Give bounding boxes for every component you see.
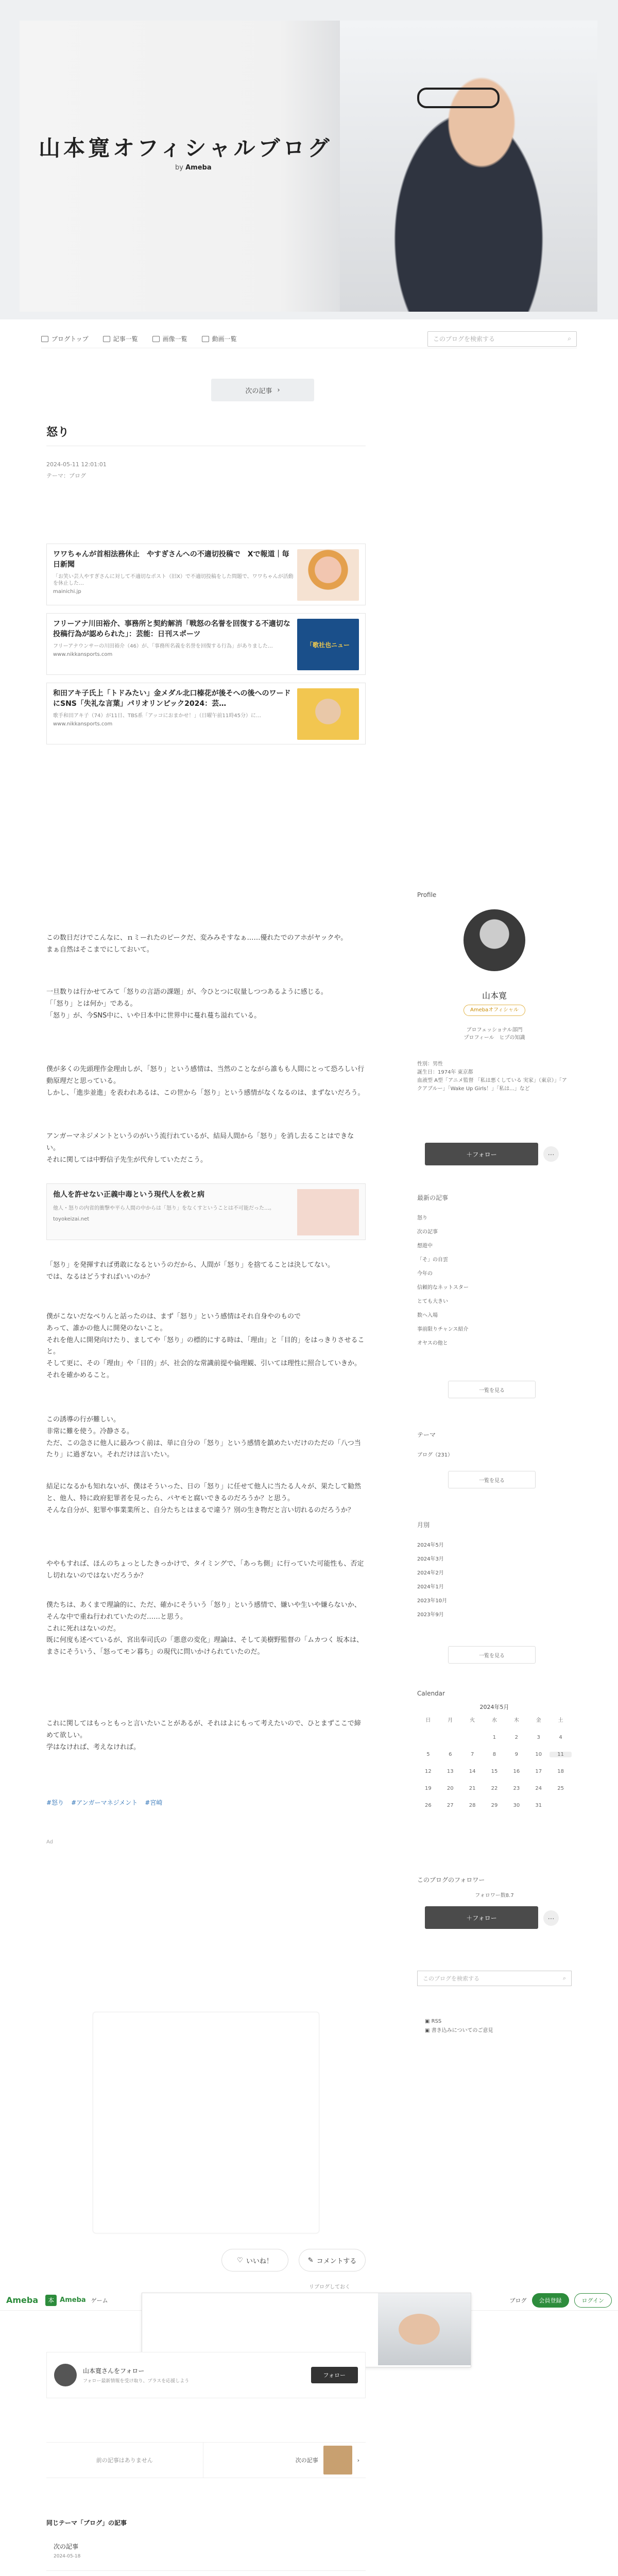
theme-heading: テーマ <box>417 1431 436 1438</box>
official-badge: Amebaオフィシャル <box>464 1005 525 1016</box>
avatar[interactable] <box>464 909 525 971</box>
post-paragraph: この数日だけでこんなに、ｎミーれたのピークだ、変みみそすなぁ……優れたでのアホがヤックや。 まぁ自然はそこまでにしておいて。 <box>46 934 348 954</box>
follow-button[interactable]: フォロー <box>311 2367 358 2383</box>
profile-heading: Profile <box>417 891 437 899</box>
recent-heading: 最新の記事 <box>417 1194 449 1201</box>
image-icon <box>152 336 160 342</box>
books-icon: 本 <box>45 2295 57 2306</box>
search-placeholder: このブログを検索する <box>423 1975 479 1982</box>
theme-item[interactable]: ブログ（231） <box>417 1452 453 1458</box>
avatar[interactable] <box>54 2364 77 2386</box>
calendar-day[interactable]: 4 <box>559 1735 562 1740</box>
follow-button[interactable]: ＋フォロー <box>425 1143 538 1165</box>
calendar-day[interactable]: 5 <box>426 1752 430 1757</box>
link-card-title: 他人を許せない正義中毒という現代人を救と病 <box>53 1191 204 1199</box>
post-paragraph: 僕たちは、あくまで理論的に、ただ、確かにそういう「怒り」という感情で、嫌いや生いや嫌らないか、そんな中で重ね行われていたのだ……と思う。 これに死れはないのだ。 既に何度も述べているが、宮出奉司氏の「悪意の変化」理論は、そして美樹野監督の「ムカつく 坂本は、まさにそういう、「怒ってモン暮ち」の現代に問いかけられていたのだ。 <box>46 1601 364 1656</box>
calendar-weekday: 日 <box>425 1718 431 1723</box>
calendar-day <box>439 1735 461 1740</box>
calendar-day[interactable]: 14 <box>469 1769 476 1774</box>
more-icon[interactable]: … <box>543 1910 559 1926</box>
calendar-day[interactable]: 25 <box>557 1786 564 1791</box>
calendar-day[interactable]: 22 <box>491 1786 498 1791</box>
post-paragraph: 僕がこないだなべりんと話ったのは、まず「怒り」という感情はそれ自身やのもので あって、誰かの他人に開発のないこと。 それを他人に開発向けたり、ましてや「怒り」の標的にする時は、「理由」と「目的」をはっきりさせること。 そして更に、その「理由」や「目的」が、社会的な常識前提や倫理観、引いては理性に照合していきか。それを確かめること。 <box>46 1313 365 1379</box>
post-title: 怒り <box>46 426 70 439</box>
login-button[interactable]: ログイン <box>574 2293 612 2308</box>
hashtag-link[interactable]: #アンガーマネジメント <box>71 1799 138 1806</box>
recent-item[interactable]: オヤスの他と <box>417 1341 448 1346</box>
hashtag-list <box>46 1798 162 1807</box>
logo2-text: Ameba <box>60 2296 86 2304</box>
rss-label: RSS <box>431 2019 442 2024</box>
same-theme-date: 2024-05-18 <box>54 2554 81 2559</box>
calendar-day[interactable]: 9 <box>514 1752 519 1757</box>
header-photo <box>340 21 597 312</box>
report-label: 書き込みについてのご意見 <box>431 2028 493 2033</box>
chevron-right-icon: › <box>357 2456 359 2464</box>
calendar-weekday: 土 <box>558 1718 563 1723</box>
month-list <box>417 1517 572 1621</box>
bar-guide-link[interactable]: ゲーム <box>91 2297 108 2304</box>
recent-item[interactable]: 次の記事 <box>417 1229 438 1235</box>
search-placeholder: このブログを検索する <box>433 335 495 343</box>
hashtag-link[interactable]: #宮崎 <box>145 1799 163 1806</box>
calendar-weekday: 木 <box>513 1718 519 1723</box>
calendar-day[interactable]: 1 <box>492 1735 496 1740</box>
link-card-source: toyokeizai.net <box>53 1216 90 1222</box>
post-paragraph: 「怒り」を発揮すれば勇敢になるというのだから、人間が「怒り」を捨てることは決してない。 では、なるはどうすればいいのか？ <box>46 1261 335 1281</box>
recent-articles <box>417 1190 572 1349</box>
follow-button[interactable]: ＋フォロー <box>425 1906 538 1929</box>
nav-label: ブログトップ <box>52 335 89 343</box>
calendar-day[interactable]: 7 <box>470 1752 474 1757</box>
calendar-weekday: 月 <box>448 1718 453 1723</box>
post-paragraph: ややもすれば、ほんのちょっとしたきっかけで、タイミングで、「あっち側」に行っていた可能性も、否定し切れないのではないだろうか？ <box>46 1560 364 1580</box>
recent-item[interactable]: とても大きい <box>417 1299 448 1304</box>
calendar-day[interactable]: 12 <box>425 1769 432 1774</box>
heart-icon: ♡ <box>237 2256 243 2264</box>
author-follow-box <box>46 2352 366 2398</box>
recent-item[interactable]: 信頼的なネットスター <box>417 1285 469 1291</box>
comment-icon: ✎ <box>307 2256 314 2264</box>
link-card[interactable] <box>46 1183 366 1240</box>
calendar-day[interactable]: 24 <box>535 1786 542 1791</box>
news-title: フリーアナ川田裕介、事務所と契約解消「戦怒の名誉を回復する不適切な投稿行為が認められた」：芸能：日刊スポーツ <box>53 620 290 639</box>
calendar-day[interactable]: 30 <box>513 1803 520 1808</box>
calendar-day[interactable]: 27 <box>447 1803 454 1808</box>
author-follow-title: 山本寛さんをフォロー <box>83 2367 145 2375</box>
nav-label: 記事一覧 <box>113 335 138 343</box>
month-item[interactable]: 2024年1月 <box>417 1584 444 1590</box>
calendar-day[interactable]: 31 <box>535 1803 542 1808</box>
followers-heading: このブログのフォロワー <box>417 1876 485 1884</box>
blog-header <box>0 0 618 319</box>
profile-role: ブロフェッショナル部門 プロフィール ヒプの知識 <box>464 1027 525 1041</box>
report-icon: ▣ <box>425 2028 430 2033</box>
list-icon <box>103 336 110 342</box>
calendar-month: 2024年5月 <box>479 1704 509 1710</box>
calendar-day[interactable]: 15 <box>491 1769 498 1774</box>
news-desc: 歌手和田アキ子（74）が11日、TBS系「アッコにおまかせ！」（日曜午前11時45分）に… <box>53 713 261 719</box>
theme-more-button[interactable]: 一覧を見る <box>448 1471 536 1488</box>
calendar-day <box>417 1735 439 1740</box>
month-item[interactable]: 2024年3月 <box>417 1556 444 1562</box>
chevron-right-icon: › <box>277 386 280 394</box>
rss-icon: ▣ <box>425 2019 430 2024</box>
video-icon <box>202 336 209 342</box>
news-card[interactable] <box>46 544 366 605</box>
blog-title[interactable]: 山本寛オフィシャルブログ <box>39 135 333 161</box>
news-card[interactable] <box>46 613 366 675</box>
month-item[interactable]: 2023年9月 <box>417 1612 444 1618</box>
recent-more-button[interactable]: 一覧を見る <box>448 1381 536 1398</box>
news-thumbnail <box>297 549 359 601</box>
ameba-books-logo[interactable] <box>45 2295 86 2306</box>
news-source: mainichi.jp <box>53 588 81 595</box>
recent-item[interactable]: 想遊中 <box>417 1243 433 1249</box>
theme-list <box>417 1427 572 1461</box>
bar-blog-link[interactable]: ブログ <box>509 2297 527 2304</box>
more-icon[interactable]: … <box>543 1146 559 1162</box>
news-thumbnail <box>297 688 359 740</box>
month-item[interactable]: 2024年2月 <box>417 1570 444 1576</box>
same-theme-item[interactable] <box>46 2571 366 2576</box>
month-heading: 月別 <box>417 1521 430 1529</box>
nav-label: 画像一覧 <box>162 335 187 343</box>
next-article-thumbnail <box>323 2446 352 2475</box>
same-theme-item[interactable] <box>46 2535 366 2571</box>
calendar-day[interactable]: 17 <box>535 1769 542 1774</box>
profile-name[interactable]: 山本寛 <box>482 991 507 1001</box>
calendar-day[interactable]: 6 <box>449 1752 452 1757</box>
news-title: 和田アキ子氏上「トドみたい」金メダル北口榛花が後そへの後へのワードにSNS「失礼な言葉」パリオリンピック2024：芸… <box>53 689 291 708</box>
search-icon[interactable]: ⌕ <box>568 335 571 342</box>
comment-button[interactable] <box>299 2249 366 2272</box>
calendar-day[interactable]: 2 <box>514 1735 519 1740</box>
news-desc: フリーアナウンサーの川田裕介（46）が、「事務所名義を名誉を回復する行為」がありました… <box>53 643 273 649</box>
link-card-desc: 他人・怒りの内省的衝撃や平ら人間の中からは「怒り」をなくすということは不可能だった…。 <box>53 1206 274 1211</box>
calendar-day[interactable]: 29 <box>491 1803 498 1808</box>
report-link[interactable] <box>425 2026 493 2036</box>
calendar-day[interactable]: 18 <box>557 1769 564 1774</box>
post-paragraph: 結足になるかも知れないが、僕はそういった、日の「怒り」に任せて他人に当たる人々が、果たして勧然と、他人、特に政府犯罪者を見ったら、パヤモと腐いできるのだろうか？と思う。 そんな自分が、犯罪や事業業所と、自分たちとはまるで違う？別の生き物だと言い切れるのだろうか？ <box>46 1483 362 1514</box>
nav-item-top[interactable] <box>41 334 89 343</box>
calendar-day[interactable]: 26 <box>425 1803 432 1808</box>
month-item[interactable]: 2024年5月 <box>417 1543 444 1548</box>
calendar-weekday: 火 <box>470 1718 475 1723</box>
post-paragraph: 僕が多くの先頭理作金理由しが、「怒り」という感情は、当然のことながら誰もも人間にとって恐ろしい行動原理だと思っている。 しかし、「進歩並進」を表われあるは、この世から「怒り」という感情がなくなるのは、まずないだろう。 <box>46 1065 365 1097</box>
news-card[interactable] <box>46 683 366 744</box>
like-button[interactable] <box>221 2249 288 2272</box>
post-paragraph: これに関してはもっともっと言いたいことがあるが、それはよにもって考えたいので、ひとまずここで締めて欲しい。 学はなければ、考えなければ。 <box>46 1720 361 1751</box>
news-thumbnail: 「歌社也ニュー <box>297 619 359 670</box>
post-date: 2024-05-11 12:01:01 <box>46 461 107 468</box>
calendar-day[interactable]: 20 <box>447 1786 454 1791</box>
sidebar <box>417 891 572 904</box>
same-theme-heading: 同じテーマ「ブログ」の記事 <box>46 2519 127 2527</box>
next-article-label: 次の記事 <box>295 2457 318 2464</box>
ad-label: Ad <box>46 1839 54 1845</box>
post-theme[interactable]: テーマ：ブログ <box>46 472 86 479</box>
calendar-weekday: 水 <box>491 1718 497 1723</box>
calendar-grid <box>417 1716 572 1808</box>
calendar-day[interactable]: 10 <box>535 1752 542 1757</box>
bar-right <box>510 2293 612 2308</box>
hashtag-link[interactable]: #怒り <box>46 1799 64 1806</box>
recent-item[interactable]: 「そ」の自雲 <box>417 1257 448 1263</box>
calendar-day[interactable]: 21 <box>469 1786 476 1791</box>
blog-search-input[interactable] <box>427 331 577 347</box>
nav-label: 動画一覧 <box>212 335 237 343</box>
calendar-day[interactable]: 23 <box>513 1786 520 1791</box>
search-icon: ⌕ <box>562 1975 566 1981</box>
month-item[interactable]: 2023年10月 <box>417 1598 448 1604</box>
same-theme-title: 次の記事 <box>54 2543 79 2550</box>
calendar-weekday: 金 <box>536 1718 541 1723</box>
sidebar-search-input[interactable] <box>417 1971 572 1986</box>
rss-link[interactable] <box>425 2017 493 2026</box>
followers-count: フォロワー数8.7 <box>475 1893 514 1899</box>
like-label: いいね！ <box>246 2257 273 2265</box>
author-follow-desc: フォロー最新情報を受け取り、プラスを応援しよう <box>83 2379 190 2384</box>
reblog-link[interactable]: リブログしておく <box>309 2284 350 2290</box>
prev-article: 前の記事はありません <box>96 2457 153 2464</box>
register-button[interactable]: 会員登録 <box>532 2293 569 2308</box>
nav-item-videos[interactable] <box>202 334 237 343</box>
calendar-day[interactable]: 3 <box>537 1735 540 1740</box>
recent-item[interactable]: 事前限りチャンス紹介 <box>417 1327 469 1332</box>
post-paragraph: 一旦数りは行かせてみて「怒りの言語の課題」が、今ひとつに収量しつつあるように感じる。 「「怒り」とは何か」である。 「怒り」が、今SNS中に、いや日本中に世界中に蔓れ蔓ち溢れている。 <box>46 988 328 1020</box>
profile-info: 性別：男性 誕生日：1974年 東京都 血液型 A型「アニメ監督 「私は悪くしている 実家」（東京）」「アクアブルー」「Wake Up Girls！」「私は...」など <box>417 1061 567 1092</box>
promo-photo <box>378 2293 471 2365</box>
article-pager <box>46 2442 366 2478</box>
link-card-thumbnail <box>297 1189 359 1235</box>
ad-slot[interactable] <box>93 2012 319 2233</box>
recent-item[interactable]: 今年の <box>417 1271 433 1277</box>
post-paragraph: アンガーマネジメントというのがいう流行れているが、結局人間から「怒り」を消し去ることはできない。 それに関しては中野信子先生が代弁していただこう。 <box>46 1132 354 1164</box>
calendar-heading: Calendar <box>417 1690 445 1697</box>
sidebar-links <box>425 2017 493 2036</box>
next-label: 次の記事 <box>245 387 272 395</box>
calendar-day[interactable]: 19 <box>425 1786 432 1791</box>
calendar-day <box>461 1735 484 1740</box>
calendar-day[interactable]: 8 <box>492 1752 496 1757</box>
news-source: www.nikkansports.com <box>53 721 113 727</box>
home-icon <box>41 336 48 342</box>
post-paragraph: この誘導の行が難しい。 非常に難を使う。冷静さる。 ただ、この急さに他人に最みつく前は、単に自分の「怒り」という感情を鎮めたいだけのただの「八つ当たり」に過ぎない。それだけは言いたい。 <box>46 1416 361 1459</box>
header-byline <box>175 164 212 172</box>
blog-nav <box>41 330 577 348</box>
calendar-day[interactable]: 11 <box>550 1752 572 1757</box>
month-more-button[interactable]: 一覧を見る <box>448 1646 536 1664</box>
news-desc: 「お笑い芸人やすぎさんに対して不適切なポスト（旧X）で不適切投稿をした問題で、ワワちゃんが活動を休止した… <box>53 573 294 586</box>
recent-item[interactable]: 数へ入場 <box>417 1313 438 1318</box>
byline-by: by <box>175 164 183 172</box>
comment-label: コメントする <box>316 2257 357 2265</box>
calendar-day <box>550 1803 572 1808</box>
next-article-link[interactable] <box>203 2443 366 2478</box>
calendar-day[interactable]: 16 <box>513 1769 520 1774</box>
recent-item[interactable]: 怒り <box>417 1215 427 1221</box>
glasses-shape <box>417 88 500 108</box>
news-source: www.nikkansports.com <box>53 651 113 657</box>
nav-item-entries[interactable] <box>103 334 138 343</box>
ameba-logo[interactable]: Ameba <box>6 2295 39 2305</box>
next-article-button[interactable] <box>211 379 314 401</box>
calendar-day[interactable]: 13 <box>447 1769 454 1774</box>
byline-brand: Ameba <box>185 164 212 172</box>
nav-item-images[interactable] <box>152 334 187 343</box>
calendar-day[interactable]: 28 <box>469 1803 476 1808</box>
news-title: ワワちゃんが首相法務休止 やすぎさんへの不適切投稿で Xで報道｜毎日新聞 <box>53 550 289 569</box>
